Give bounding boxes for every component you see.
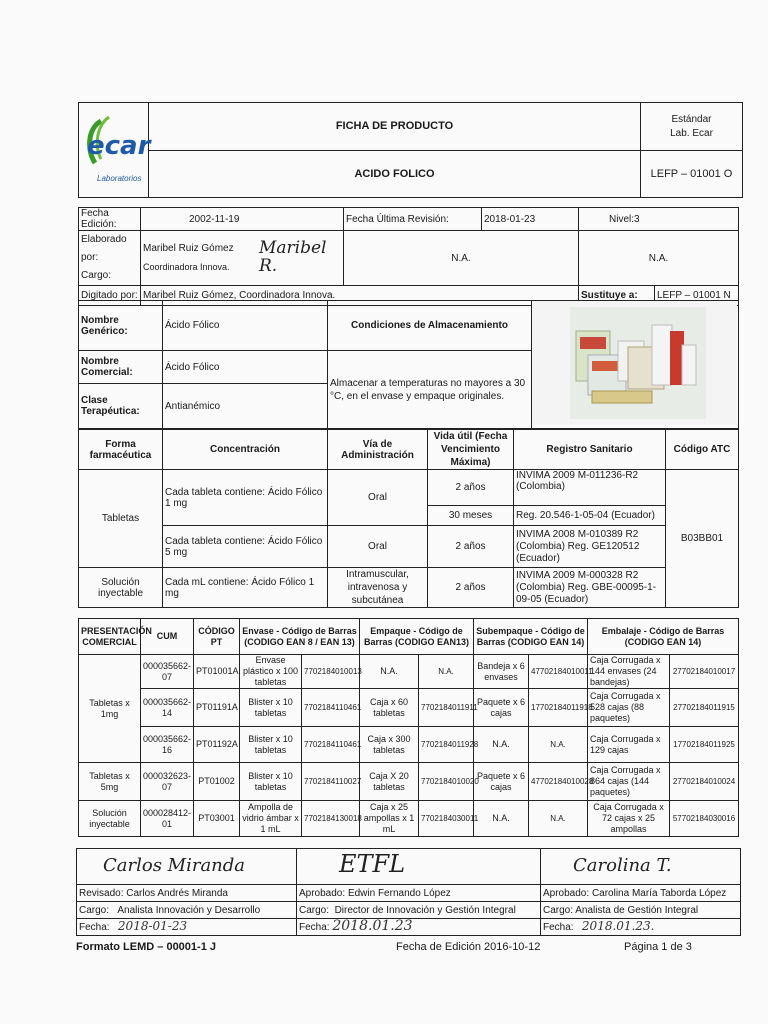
elaborado-cargo: Coordinadora Innova. [143,262,230,272]
aprobado2-fecha-row: Fecha: 2018.01.23. [541,919,741,936]
empaque: N.A. [360,655,419,689]
aprobado-signature: ETFL [339,849,406,878]
standard-line1: Estándar [671,113,712,125]
footer-fecha-edicion: Fecha de Edición 2016-10-12 [396,941,541,953]
conc-ml: Cada mL contiene: Ácido Fólico 1 mg [163,568,328,608]
meta-table [78,207,739,306]
envase-code: 7702184110461 [302,727,360,763]
header-vida-util: Vida útil (Fecha Vencimiento Máxima) [428,430,514,470]
embalaje: Caja Corrugada x 129 cajas [588,727,670,763]
cum: 000035662-07 [141,655,194,689]
envase: Blister x 10 tabletas [240,763,302,801]
cargo-label: Cargo: [81,270,112,281]
forma-table [78,429,739,608]
empaque-code: 7702184011928 [419,727,474,763]
generico-label: Nombre Genérico: [79,301,163,351]
codigo-pt: PT01191A [194,689,240,727]
digitado-label: Digitado por: [79,286,141,306]
fecha-edicion-value: 2002-11-19 [141,208,344,231]
envase-code: 7702184130018 [302,801,360,837]
codigo-atc: B03BB01 [666,470,739,608]
vida-3: 2 años [428,568,514,608]
envase: Ampolla de vidrio ámbar x 1 mL [240,801,302,837]
standard-line2: Lab. Ecar [670,127,713,139]
conc-5mg: Cada tableta contiene: Ácido Fólico 5 mg [163,526,328,568]
table-row [79,801,739,837]
aprobado2-row: Aprobado: Carolina María Taborda López [541,885,741,902]
via-oral-1: Oral [328,470,428,526]
empaque: Caja X 20 tabletas [360,763,419,801]
empaque: Caja x 300 tabletas [360,727,419,763]
comercial-label: Nombre Comercial: [79,351,163,384]
doc-code: LEFP – 01001 O [641,151,743,198]
elaborado-name: Maribel Ruiz Gómez [143,243,234,254]
product-photo-icon [532,301,737,425]
logo-text: ecar [87,131,151,161]
header-subempaque: Subempaque - Código de Barras (CODIGO EAN 14) [474,619,588,655]
revisado-name: Carlos Andrés Miranda [126,887,228,899]
vida-1b: 30 meses [428,506,514,526]
elaborado-label: Elaborado por: [81,234,127,263]
embalaje: Caja Corrugada x 72 cajas x 25 ampollas [588,801,670,837]
codigo-pt: PT01001A [194,655,240,689]
ultima-revision-value: 2018-01-23 [482,208,579,231]
cum: 000028412-01 [141,801,194,837]
sustituye-value: LEFP – 01001 N [655,286,739,306]
header-presentacion: PRESENTACIÓN COMERCIAL [79,619,141,655]
codigo-pt: PT01192A [194,727,240,763]
subempaque-code: 47702184010011 [529,655,588,689]
header-atc: Código ATC [666,430,739,470]
aprobado2-name: Carolina María Taborda López [591,887,727,899]
aprobado2-signature: Carolina T. [573,854,672,876]
group-solucion: Solución inyectable [79,801,141,837]
aprobado-cargo: Director de Innovación y Gestión Integral [334,904,516,916]
standard-cell [641,103,743,151]
logo-subtext: Laboratorios [97,174,142,183]
aprobado-row: Aprobado: Edwin Fernando López [297,885,541,902]
embalaje-code: 27702184011915 [670,689,739,727]
subempaque-code: N.A. [529,801,588,837]
subempaque: N.A. [474,801,529,837]
subempaque-code: 17702184011918 [529,689,588,727]
registro-1b: Reg. 20.546-1-05-04 (Ecuador) [514,506,666,526]
header-concentracion: Concentración [163,430,328,470]
embalaje: Caja Corrugada x 144 envases (24 bandejas) [588,655,670,689]
info-table [78,300,739,429]
aprobado2-cargo: Analista de Gestión Integral [575,904,699,916]
digitado-value: Maribel Ruiz Gómez, Coordinadora Innova. [141,286,579,306]
registro-1a: INVIMA 2009 M-011236-R2 (Colombia) [514,470,666,506]
revisado-fecha: 2018-01-23 [117,919,188,933]
empaque-code: 7702184011911 [419,689,474,727]
aprobado-fecha-row: Fecha: 2018.01.23 [297,919,541,936]
fecha-edicion-label: Fecha Edición: [79,208,141,231]
via-oral-2: Oral [328,526,428,568]
subempaque: Paquete x 6 cajas [474,689,529,727]
header-via: Vía de Administración [328,430,428,470]
aprobado-fecha: 2018.01.23 [332,918,413,934]
clase-label: Clase Terapéutica: [79,384,163,429]
forma-tabletas: Tabletas [79,470,163,568]
nivel: Nivel:3 [579,208,739,231]
codigo-pt: PT03001 [194,801,240,837]
empaque-code: N.A. [419,655,474,689]
header-empaque: Empaque - Código de Barras (CODIGO EAN13) [360,619,474,655]
condiciones-text: Almacenar a temperaturas no mayores a 30 °C, en el envase y empaque originales. [328,351,532,429]
product-name: ACIDO FOLICO [149,151,641,198]
revisado-cargo-row: Cargo: Analista Innovación y Desarrollo [77,902,297,919]
embalaje-code: 27702184010024 [670,763,739,801]
registro-3: INVIMA 2009 M-000328 R2 (Colombia) Reg. GBE-00095-1-09-05 (Ecuador) [514,568,666,608]
revisado-row: Revisado: Carlos Andrés Miranda [77,885,297,902]
table-row [79,727,739,763]
cum: 000035662-14 [141,689,194,727]
comercial-value: Ácido Fólico [163,351,328,384]
empaque: Caja x 60 tabletas [360,689,419,727]
subempaque: N.A. [474,727,529,763]
revisado-cargo: Analista Innovación y Desarrollo [117,904,261,916]
embalaje: Caja Corrugada x 864 cajas (144 paquetes) [588,763,670,801]
firmas-table [76,848,741,936]
na-1: N.A. [344,231,579,286]
ultima-revision-label: Fecha Última Revisión: [344,208,482,231]
aprobado-cargo-row: Cargo: Director de Innovación y Gestión Integral [297,902,541,919]
revisado-signature-cell [77,849,297,885]
aprobado2-fecha: 2018.01.23. [581,919,655,933]
cum: 000032623-07 [141,763,194,801]
embalaje-code: 17702184011925 [670,727,739,763]
envase-code: 7702184110027 [302,763,360,801]
envase: Blister x 10 tabletas [240,727,302,763]
empaque-code: 7702184010020 [419,763,474,801]
envase-code: 7702184010013 [302,655,360,689]
aprobado2-signature-cell [541,849,741,885]
footer-pagina: Página 1 de 3 [624,941,692,953]
presentacion-table [78,618,739,837]
cum: 000035662-16 [141,727,194,763]
elaborado-value-cell [141,231,344,286]
header-embalaje: Embalaje - Código de Barras (CODIGO EAN 14) [588,619,739,655]
empaque: Caja x 25 ampollas x 1 mL [360,801,419,837]
aprobado-signature-cell [297,849,541,885]
aprobado-name: Edwin Fernando López [347,887,451,899]
empaque-code: 7702184030011 [419,801,474,837]
forma-solucion: Solución inyectable [79,568,163,608]
group-tabletas-1mg: Tabletas x 1mg [79,655,141,763]
clase-value: Antianémico [163,384,328,429]
doc-title: FICHA DE PRODUCTO [149,103,641,151]
group-tabletas-5mg: Tabletas x 5mg [79,763,141,801]
generico-value: Ácido Fólico [163,301,328,351]
elaborado-label-cell [79,231,141,286]
revisado-signature: Carlos Miranda [103,854,246,876]
revisado-fecha-row: Fecha: 2018-01-23 [77,919,297,936]
header-codigo-pt: CÓDIGO PT [194,619,240,655]
aprobado2-cargo-row: Cargo: Analista de Gestión Integral [541,902,741,919]
elaborado-signature: Maribel R. [259,238,327,276]
envase: Envase plástico x 100 tabletas [240,655,302,689]
logo-cell [79,103,149,198]
header-forma: Forma farmacéutica [79,430,163,470]
vida-2: 2 años [428,526,514,568]
subempaque-code: 47702184010028 [529,763,588,801]
codigo-pt: PT01002 [194,763,240,801]
header-cum: CUM [141,619,194,655]
footer-formato: Formato LEMD – 00001-1 J [76,941,216,953]
table-row [79,689,739,727]
subempaque: Bandeja x 6 envases [474,655,529,689]
sustituye-label: Sustituye a: [579,286,655,306]
header-envase: Envase - Código de Barras (CODIGO EAN 8 / EAN 13) [240,619,360,655]
envase: Blister x 10 tabletas [240,689,302,727]
registro-2: INVIMA 2008 M-010389 R2 (Colombia) Reg. GE120512 (Ecuador) [514,526,666,568]
embalaje-code: 57702184030016 [670,801,739,837]
vida-1a: 2 años [428,470,514,506]
conc-1mg: Cada tableta contiene: Ácido Fólico 1 mg [163,470,328,526]
via-inyectable: Intramuscular, intravenosa y subcutánea [328,568,428,608]
na-2: N.A. [579,231,739,286]
header-table [78,102,743,198]
subempaque: Paquete x 6 cajas [474,763,529,801]
embalaje-code: 27702184010017 [670,655,739,689]
product-photo-cell [532,301,739,429]
table-row [79,655,739,689]
envase-code: 7702184110461 [302,689,360,727]
header-registro: Registro Sanitario [514,430,666,470]
subempaque-code: N.A. [529,727,588,763]
condiciones-title: Condiciones de Almacenamiento [328,301,532,351]
table-row [79,763,739,801]
embalaje: Caja Corrugada x 528 cajas (88 paquetes) [588,689,670,727]
